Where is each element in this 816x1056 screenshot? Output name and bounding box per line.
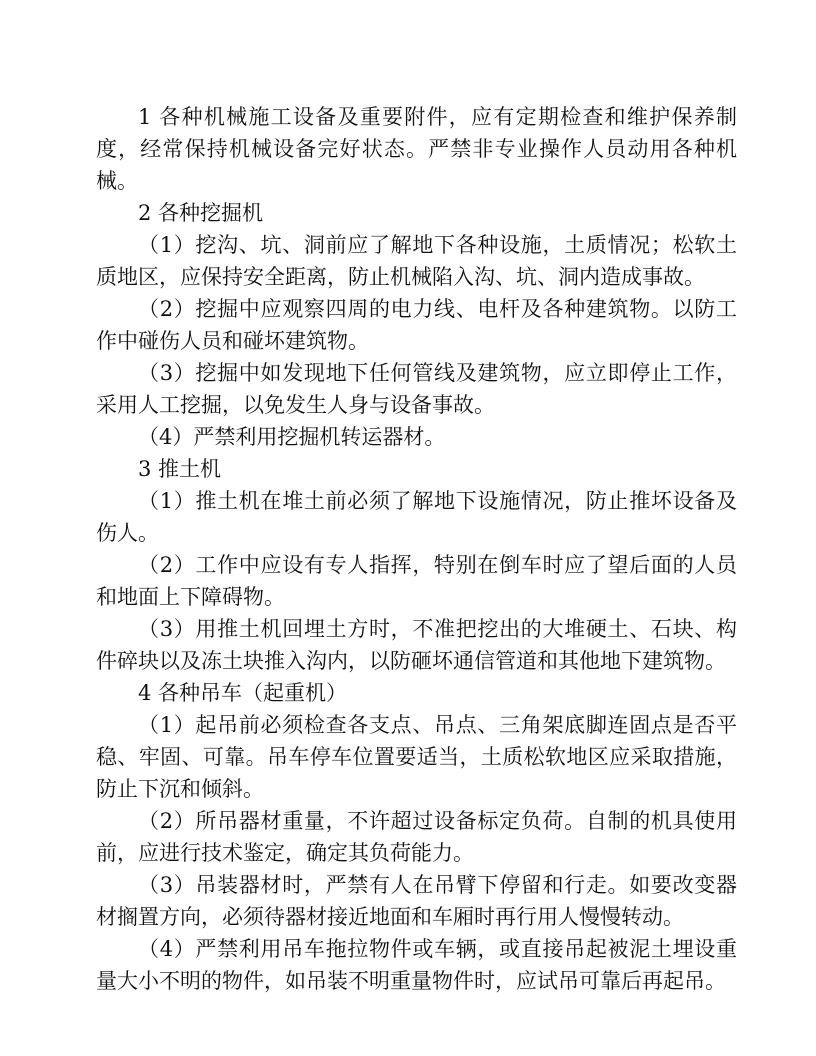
heading-cranes: 4 各种吊车（起重机） — [138, 681, 348, 705]
paragraph-machinery-maintenance: 1 各种机械施工设备及重要附件，应有定期检查和维护保养制度，经常保持机械设备完好状态。严禁非专业操作人员动用各种机械。 — [96, 105, 737, 193]
paragraph-crane-2: （2）所吊器材重量，不许超过设备标定负荷。自制的机具使用前，应进行技术鉴定，确定其负荷能力。 — [96, 809, 737, 865]
paragraph-bulldozer-1: （1）推土机在堆土前必须了解地下设施情况，防止推坏设备及伤人。 — [96, 489, 737, 545]
paragraph-excavator-3: （3）挖掘中如发现地下任何管线及建筑物，应立即停止工作，采用人工挖掘，以免发生人身与设备事故。 — [96, 361, 737, 417]
paragraph-excavator-2: （2）挖掘中应观察四周的电力线、电杆及各种建筑物。以防工作中碰伤人员和碰坏建筑物。 — [96, 297, 737, 353]
paragraph-bulldozer-2: （2）工作中应设有专人指挥，特别在倒车时应了望后面的人员和地面上下障碍物。 — [96, 553, 737, 609]
document-page — [96, 101, 737, 997]
heading-excavators: 2 各种挖掘机 — [138, 201, 264, 225]
paragraph-crane-1: （1）起吊前必须检查各支点、吊点、三角架底脚连固点是否平稳、牢固、可靠。吊车停车位置要适当，土质松软地区应采取措施，防止下沉和倾斜。 — [96, 713, 737, 801]
paragraph-crane-4: （4）严禁利用吊车拖拉物件或车辆，或直接吊起被泥土埋设重量大小不明的物件，如吊装不明重量物件时，应试吊可靠后再起吊。 — [96, 937, 737, 993]
paragraph-excavator-1: （1）挖沟、坑、洞前应了解地下各种设施，土质情况；松软土质地区，应保持安全距离，防止机械陷入沟、坑、洞内造成事故。 — [96, 233, 737, 289]
paragraph-crane-3: （3）吊装器材时，严禁有人在吊臂下停留和行走。如要改变器材搁置方向，必须待器材接近地面和车厢时再行用人慢慢转动。 — [96, 873, 737, 929]
heading-bulldozer: 3 推土机 — [138, 457, 222, 481]
paragraph-excavator-4: （4）严禁利用挖掘机转运器材。 — [138, 425, 446, 449]
paragraph-bulldozer-3: （3）用推土机回埋土方时，不准把挖出的大堆硬土、石块、构件碎块以及冻土块推入沟内，以防砸坏通信管道和其他地下建筑物。 — [96, 617, 737, 673]
